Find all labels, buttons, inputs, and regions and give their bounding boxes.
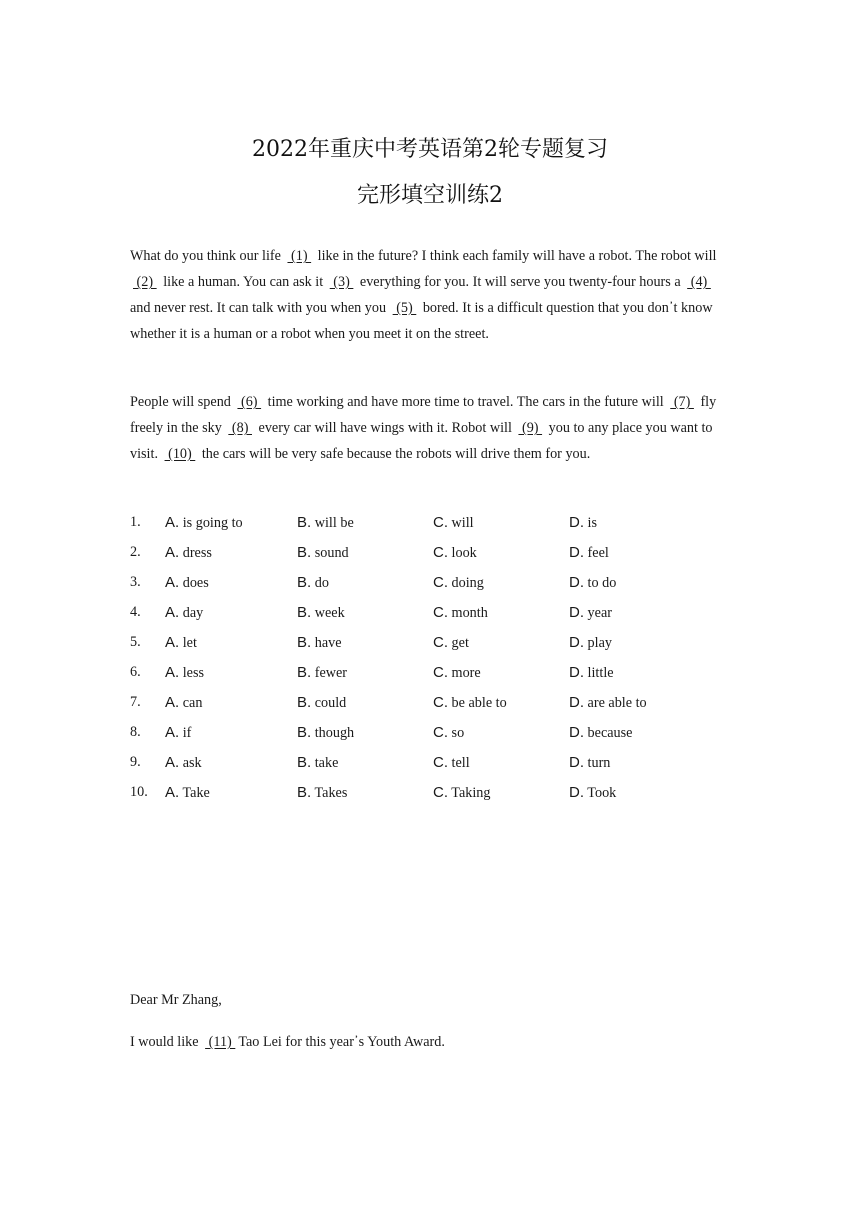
option-c bbox=[433, 754, 470, 772]
option-b bbox=[297, 514, 354, 532]
option-text: turn bbox=[587, 755, 611, 771]
option-text: though bbox=[314, 725, 355, 741]
option-text: month bbox=[451, 605, 488, 621]
option-c bbox=[433, 604, 488, 622]
option-letter: B. bbox=[297, 754, 312, 771]
letter-text: I would like bbox=[130, 1034, 203, 1050]
option-text: take bbox=[314, 755, 339, 771]
passage-text: and never rest. It can talk with you when you bbox=[130, 300, 390, 316]
option-letter: B. bbox=[297, 724, 312, 741]
option-letter: D. bbox=[569, 634, 584, 651]
option-a bbox=[165, 664, 204, 682]
option-c bbox=[433, 694, 507, 712]
question-number: 4. bbox=[130, 604, 141, 620]
option-a bbox=[165, 784, 210, 802]
option-b bbox=[297, 784, 347, 802]
option-letter: B. bbox=[297, 574, 312, 591]
option-text: Take bbox=[182, 785, 210, 801]
option-letter: D. bbox=[569, 544, 584, 561]
question-row bbox=[130, 691, 730, 721]
option-text: have bbox=[314, 635, 342, 651]
option-d bbox=[569, 544, 609, 562]
passage-text: What do you think our life bbox=[130, 248, 285, 264]
question-number: 8. bbox=[130, 724, 141, 740]
blank-7: (7) bbox=[670, 394, 694, 410]
option-text: feel bbox=[587, 545, 609, 561]
option-letter: A. bbox=[165, 634, 180, 651]
option-letter: D. bbox=[569, 694, 584, 711]
passage-paragraph-2 bbox=[130, 389, 730, 467]
option-letter: A. bbox=[165, 514, 180, 531]
option-letter: A. bbox=[165, 694, 180, 711]
option-text: more bbox=[451, 665, 481, 681]
option-text: is going to bbox=[182, 515, 243, 531]
option-letter: C. bbox=[433, 694, 448, 711]
option-letter: B. bbox=[297, 694, 312, 711]
question-row bbox=[130, 601, 730, 631]
page-subtitle: 完形填空训练2 bbox=[357, 183, 503, 208]
option-text: are able to bbox=[587, 695, 647, 711]
passage-text: like in the future? I think each family will have a robot. The robot will bbox=[314, 248, 717, 264]
option-letter: A. bbox=[165, 724, 180, 741]
blank-8: (8) bbox=[228, 420, 252, 436]
option-letter: C. bbox=[433, 724, 448, 741]
question-number: 7. bbox=[130, 694, 141, 710]
option-text: does bbox=[182, 575, 209, 591]
option-text: year bbox=[587, 605, 612, 621]
blank-4: (4) bbox=[687, 274, 711, 290]
option-a bbox=[165, 514, 243, 532]
option-b bbox=[297, 574, 329, 592]
blank-9: (9) bbox=[518, 420, 543, 436]
option-d bbox=[569, 724, 632, 742]
option-b bbox=[297, 754, 338, 772]
option-text: will be bbox=[314, 515, 354, 531]
option-d bbox=[569, 514, 597, 532]
question-number: 10. bbox=[130, 784, 148, 800]
question-row bbox=[130, 751, 730, 781]
passage-text: fly freely in the sky bbox=[130, 394, 717, 436]
passage-text: everything for you. It will serve you twenty-four hours a bbox=[356, 274, 685, 290]
option-c bbox=[433, 724, 464, 742]
option-text: little bbox=[587, 665, 614, 681]
option-text: to do bbox=[587, 575, 617, 591]
option-letter: A. bbox=[165, 604, 180, 621]
option-letter: D. bbox=[569, 574, 584, 591]
option-text: week bbox=[314, 605, 345, 621]
option-a bbox=[165, 724, 191, 742]
option-d bbox=[569, 664, 614, 682]
option-b bbox=[297, 664, 347, 682]
option-letter: C. bbox=[433, 634, 448, 651]
option-text: can bbox=[182, 695, 203, 711]
option-text: sound bbox=[314, 545, 349, 561]
passage-text: every car will have wings with it. Robot will bbox=[254, 420, 516, 436]
option-letter: C. bbox=[433, 784, 448, 801]
option-letter: A. bbox=[165, 754, 180, 771]
option-text: so bbox=[451, 725, 465, 741]
option-text: get bbox=[451, 635, 469, 651]
option-letter: D. bbox=[569, 604, 584, 621]
question-row bbox=[130, 661, 730, 691]
option-text: because bbox=[587, 725, 633, 741]
question-number: 5. bbox=[130, 634, 141, 650]
passage-text: like a human. You can ask it bbox=[159, 274, 327, 290]
option-text: be able to bbox=[451, 695, 507, 711]
option-text: doing bbox=[451, 575, 484, 591]
option-letter: C. bbox=[433, 604, 448, 621]
passage-text: time working and have more time to travel. The cars in the future will bbox=[264, 394, 668, 410]
option-letter: D. bbox=[569, 514, 584, 531]
option-letter: A. bbox=[165, 664, 180, 681]
question-number: 2. bbox=[130, 544, 141, 560]
option-text: fewer bbox=[314, 665, 348, 681]
option-text: if bbox=[182, 725, 192, 741]
option-letter: B. bbox=[297, 634, 312, 651]
option-a bbox=[165, 634, 197, 652]
option-text: is bbox=[587, 515, 598, 531]
option-c bbox=[433, 514, 474, 532]
blank-1: (1) bbox=[287, 248, 312, 264]
option-text: do bbox=[314, 575, 329, 591]
question-number: 1. bbox=[130, 514, 141, 530]
option-text: Takes bbox=[314, 785, 348, 801]
option-b bbox=[297, 694, 346, 712]
question-row bbox=[130, 781, 730, 811]
question-row bbox=[130, 541, 730, 571]
option-text: will bbox=[451, 515, 474, 531]
passage-text: you to any place you want to visit. bbox=[130, 420, 713, 462]
passage-text: bored. It is a difficult question that you don᾿t know whether it is a human or a robot when you meet it on the street. bbox=[130, 300, 713, 342]
option-letter: B. bbox=[297, 544, 312, 561]
blank-11: (11) bbox=[205, 1034, 236, 1050]
page-title: 2022年重庆中考英语第2轮专题复习 bbox=[252, 137, 608, 162]
option-d bbox=[569, 784, 616, 802]
option-letter: D. bbox=[569, 784, 584, 801]
passage-text: the cars will be very safe because the robots will drive them for you. bbox=[198, 446, 591, 462]
letter-first-line bbox=[130, 1034, 445, 1051]
option-letter: A. bbox=[165, 784, 180, 801]
option-letter: B. bbox=[297, 664, 312, 681]
option-letter: D. bbox=[569, 754, 584, 771]
option-text: less bbox=[182, 665, 205, 681]
passage-paragraph-1 bbox=[130, 243, 730, 347]
option-letter: C. bbox=[433, 544, 448, 561]
question-row bbox=[130, 721, 730, 751]
question-number: 6. bbox=[130, 664, 141, 680]
question-row bbox=[130, 631, 730, 661]
option-letter: B. bbox=[297, 784, 312, 801]
option-text: play bbox=[587, 635, 612, 651]
option-letter: D. bbox=[569, 664, 584, 681]
option-text: tell bbox=[451, 755, 470, 771]
option-c bbox=[433, 634, 469, 652]
letter-salutation: Dear Mr Zhang, bbox=[130, 992, 222, 1008]
blank-3: (3) bbox=[329, 274, 354, 290]
option-text: let bbox=[182, 635, 197, 651]
option-a bbox=[165, 754, 202, 772]
question-number: 9. bbox=[130, 754, 141, 770]
question-row bbox=[130, 571, 730, 601]
option-text: look bbox=[451, 545, 477, 561]
option-c bbox=[433, 544, 477, 562]
question-number: 3. bbox=[130, 574, 141, 590]
option-b bbox=[297, 724, 354, 742]
option-letter: B. bbox=[297, 604, 312, 621]
option-c bbox=[433, 784, 491, 802]
option-d bbox=[569, 694, 647, 712]
option-text: Took bbox=[587, 785, 617, 801]
option-b bbox=[297, 604, 345, 622]
option-letter: C. bbox=[433, 754, 448, 771]
option-text: ask bbox=[182, 755, 202, 771]
option-c bbox=[433, 664, 481, 682]
passage-text: People will spend bbox=[130, 394, 235, 410]
option-letter: C. bbox=[433, 664, 448, 681]
option-letter: D. bbox=[569, 724, 584, 741]
blank-5: (5) bbox=[392, 300, 417, 316]
option-b bbox=[297, 544, 349, 562]
blank-10: (10) bbox=[164, 446, 196, 462]
option-a bbox=[165, 604, 203, 622]
option-text: day bbox=[182, 605, 204, 621]
option-a bbox=[165, 694, 202, 712]
option-text: dress bbox=[182, 545, 212, 561]
option-text: could bbox=[314, 695, 347, 711]
option-letter: A. bbox=[165, 544, 180, 561]
letter-text: Tao Lei for this year᾿s Youth Award. bbox=[238, 1034, 445, 1050]
option-d bbox=[569, 604, 612, 622]
option-d bbox=[569, 574, 616, 592]
blank-6: (6) bbox=[237, 394, 262, 410]
option-d bbox=[569, 754, 610, 772]
option-b bbox=[297, 634, 342, 652]
option-letter: A. bbox=[165, 574, 180, 591]
option-a bbox=[165, 574, 209, 592]
blank-2: (2) bbox=[133, 274, 157, 290]
option-letter: B. bbox=[297, 514, 312, 531]
answer-options-list bbox=[130, 511, 730, 811]
option-c bbox=[433, 574, 484, 592]
option-letter: C. bbox=[433, 574, 448, 591]
option-d bbox=[569, 634, 612, 652]
option-letter: C. bbox=[433, 514, 448, 531]
option-a bbox=[165, 544, 212, 562]
question-row bbox=[130, 511, 730, 541]
option-text: Taking bbox=[451, 785, 491, 801]
